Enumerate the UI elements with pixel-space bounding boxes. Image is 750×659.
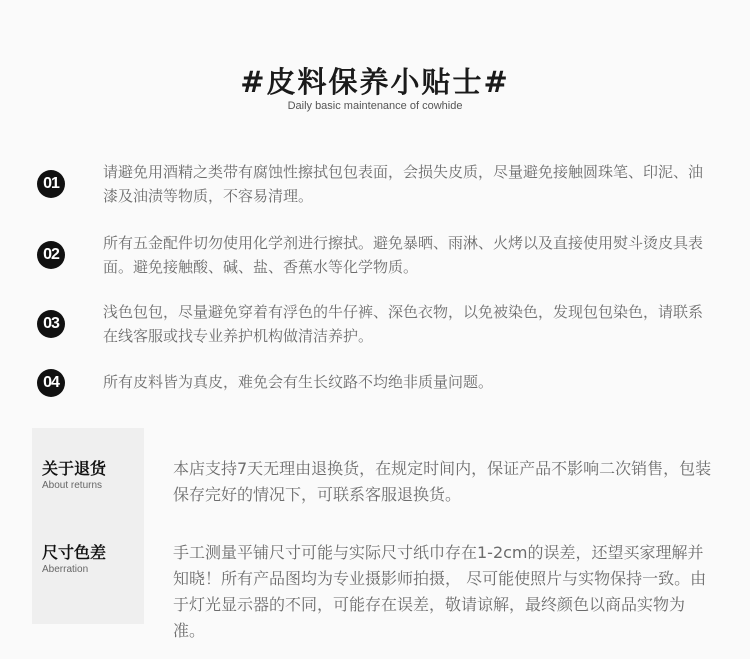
tip-text: 浅色包包，尽量避免穿着有浮色的牛仔裤、深色衣物，以免被染色，发现包包染色，请联系在线客服或找专业养护机构做清洁养护。 xyxy=(103,303,704,345)
page-title: #皮料保养小贴士# xyxy=(240,65,510,99)
tip-text: 请避免用酒精之类带有腐蚀性擦拭包包表面，会损失皮质，尽量避免接触圆珠笔、印泥、油漆及油渍等物质，不容易清理。 xyxy=(103,163,704,205)
tip-text: 所有五金配件切勿使用化学剂进行擦拭。避免暴晒、雨淋、火烤以及直接使用熨斗烫皮具表面。避免接触酸、碱、盐、香蕉水等化学物质。 xyxy=(103,234,704,276)
tip-number-badge: 04 xyxy=(37,369,65,397)
aberration-policy-subtitle: Aberration xyxy=(42,564,89,575)
returns-policy-text: 本店支持7天无理由退换货，在规定时间内，保证产品不影响二次销售，包装保存完好的情况下，可联系客服退换货。 xyxy=(173,459,712,504)
tip-number-badge: 03 xyxy=(37,310,65,338)
aberration-policy-title: 尺寸色差 xyxy=(42,543,107,562)
returns-policy-subtitle: About returns xyxy=(42,480,103,491)
returns-policy-title: 关于退货 xyxy=(42,459,107,478)
page-subtitle: Daily basic maintenance of cowhide xyxy=(287,100,463,112)
aberration-policy-text: 手工测量平铺尺寸可能与实际尺寸纸巾存在1-2cm的误差，还望买家理解并知晓！所有产品图均为专业摄影师拍摄， 尽可能使照片与实物保持一致。由于灯光显示器的不同，可能存在误差，敬请谅解，最终颜色以商品实物为准。 xyxy=(173,543,707,640)
tip-text: 所有皮料皆为真皮，难免会有生长纹路不均绝非质量问题。 xyxy=(103,373,494,391)
tip-number-badge: 01 xyxy=(37,170,65,198)
policy-label-panel xyxy=(32,428,144,624)
tip-number-badge: 02 xyxy=(37,241,65,269)
